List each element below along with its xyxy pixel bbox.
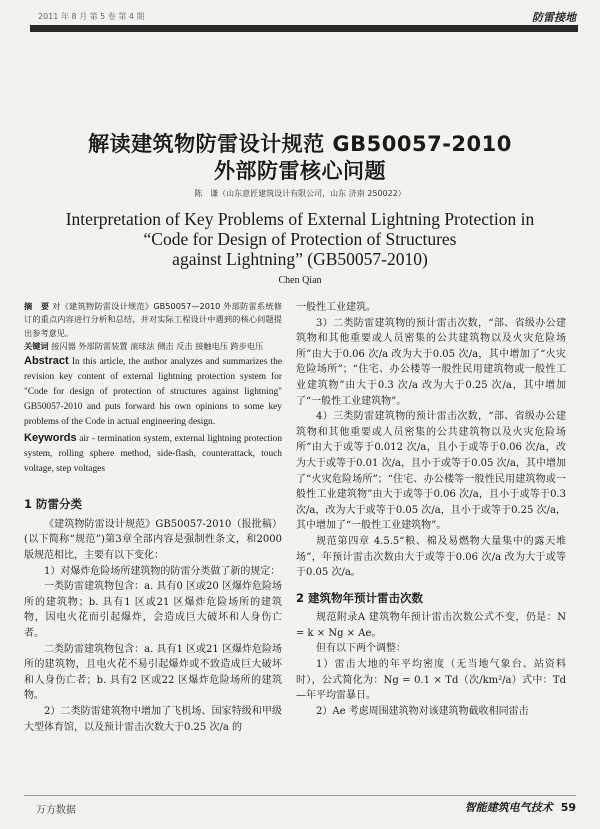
abstract-cn-label: 摘 要 [24, 301, 50, 311]
author-en: Chen Qian [278, 275, 322, 286]
paragraph: 《建筑物防雷设计规范》GB50057-2010（报批稿）(以下简称“规范”)第3章全部内容是强制性条文，和2000 版规范相比，主要有以下变化： [24, 518, 282, 562]
paragraph: 1）雷击大地的年平均密度（无当地气象台、站资料时），公式简化为：Ng = 0.1 × Td（次/km²/a）式中：Td—年平均雷暴日。 [296, 659, 566, 702]
paragraph: 1）对爆炸危险场所建筑物的防雷分类做了新的规定： [44, 565, 281, 577]
paragraph: 二类防雷建筑物包含：a. 具有1 区或21 区爆炸危险场所的建筑物，且电火花不易引起爆炸或不致造成巨大破坏和人身伤亡者；b. 具有2 区或22 区爆炸危险场所的建筑物。 [24, 643, 282, 702]
keywords-cn [24, 340, 282, 353]
left-column [24, 300, 282, 735]
title-en-line3: against Lightning” (GB50057-2010) [172, 249, 428, 269]
paragraph: 一类防雷建筑物包含：a. 具有0 区或20 区爆炸危险场所的建筑物；b. 具有1 区或21 区爆炸危险场所的建筑物，因电火花而引起爆炸，会造成巨大破坏和人身伤亡者。 [24, 581, 282, 639]
footer-journal [465, 799, 576, 815]
footer-source: 万方数据 [36, 805, 76, 816]
keywords-cn-text: 接闪器 外部防雷装置 滚球法 侧击 反击 接触电压 跨步电压 [51, 341, 264, 352]
header-section: 防雷接地 [532, 11, 576, 24]
paragraph: 4）三类防雷建筑物的预计雷击次数，“部、省级办公建筑物和其他重要或人员密集的公共建筑物以及火灾危险场所”由大于或等于0.012 次/a，且小于或等于0.06 次/a，改为大于或等于0.01 次/a，且小于或等于0.05 次/a，其中增加了“火灾危险场所”；“住宅、办公楼等一般性民用建筑物或一般性工业建筑物”由大于或等于0.06 次/a，且小于或等于0.3 次/a，改为大于或等于0.05 次/a，且小于或等于0.25 次/a，其中增加了“一般性工业建筑物”。 [296, 411, 566, 532]
keywords-en-label: Keywords [24, 431, 77, 444]
paragraph: 规范第四章 4.5.5“粮、棉及易燃物大量集中的露天堆场”，年预计雷击次数由大于或等于0.06 次/a 改为大于或等于0.05 次/a。 [296, 535, 566, 579]
keywords-en-text: air - termination system, external lightning protection system, rolling sphere method, side-flash, counterattack, touch voltage, step voltages [24, 433, 283, 475]
paragraph: 但有以下两个调整： [316, 643, 406, 655]
keywords-en [24, 431, 282, 478]
author-cn: 陈 谦（山东意匠建筑设计有限公司，山东 济南 250022） [194, 189, 406, 198]
paragraph: 一般性工业建筑。 [296, 302, 376, 313]
title-cn-line2: 外部防雷核心问题 [214, 159, 386, 183]
abstract-en-label: Abstract [24, 354, 69, 367]
footer-rule [24, 795, 576, 796]
abstract-cn [24, 300, 282, 340]
abstract-cn-text: 对《建筑物防雷设计规范》GB50057—2010 外部防雷系统修订的重点内容进行分析和总结，并对实际工程设计中遇到的核心问题提出参考意见。 [24, 301, 282, 338]
paragraph: 规范附录A 建筑物年预计雷击次数公式不变，仍是：N = k × Ng × Ae。 [296, 612, 566, 639]
section-heading-1: 1 防雷分类 [24, 497, 83, 512]
section-heading-2: 2 建筑物年预计雷击次数 [296, 590, 424, 605]
abstract-en [24, 354, 282, 431]
abstract-en-text: In this article, the author analyzes and summarizes the revision key content of external lightning protection system for "Code for design of protection of structures against lightning" GB50057-2010 and puts forward his own opinions to some key problems of the Code in actual engineering design. [24, 356, 283, 428]
paragraph: 3）二类防雷建筑物的预计雷击次数，“部、省级办公建筑物和其他重要或人员密集的公共建筑物以及火灾危险场所”由大于0.06 次/a 改为大于0.05 次/a，其中增加了“火灾危险场所”；“住宅、办公楼等一般性民用建筑物或一般性工业建筑物”由大于0.3 次/a 改为大于0.25 次/a，其中增加了“一般性工业建筑物”。 [296, 317, 566, 407]
right-column [296, 300, 566, 719]
header-rule [30, 25, 578, 32]
footer-journal-name: 智能建筑电气技术 [464, 801, 553, 814]
title-en-line2: “Code for Design of Protection of Structures [143, 229, 457, 249]
title-cn-line1: 解读建筑物防雷设计规范 GB50057-2010 [88, 132, 512, 156]
page-number: 59 [560, 801, 576, 814]
header-issue: 2011 年 8 月 第 5 卷 第 4 期 [38, 12, 145, 21]
paragraph: 2）Ae 考虑周围建筑物对该建筑物截收相同雷击 [316, 705, 529, 717]
paragraph: 2）二类防雷建筑物中增加了飞机场、国家特级和甲级大型体育馆，以及预计雷击次数大于0.25 次/a 的 [24, 705, 282, 733]
title-en-line1: Interpretation of Key Problems of External Lightning Protection in [65, 209, 535, 229]
keywords-cn-label: 关键词 [24, 341, 49, 352]
